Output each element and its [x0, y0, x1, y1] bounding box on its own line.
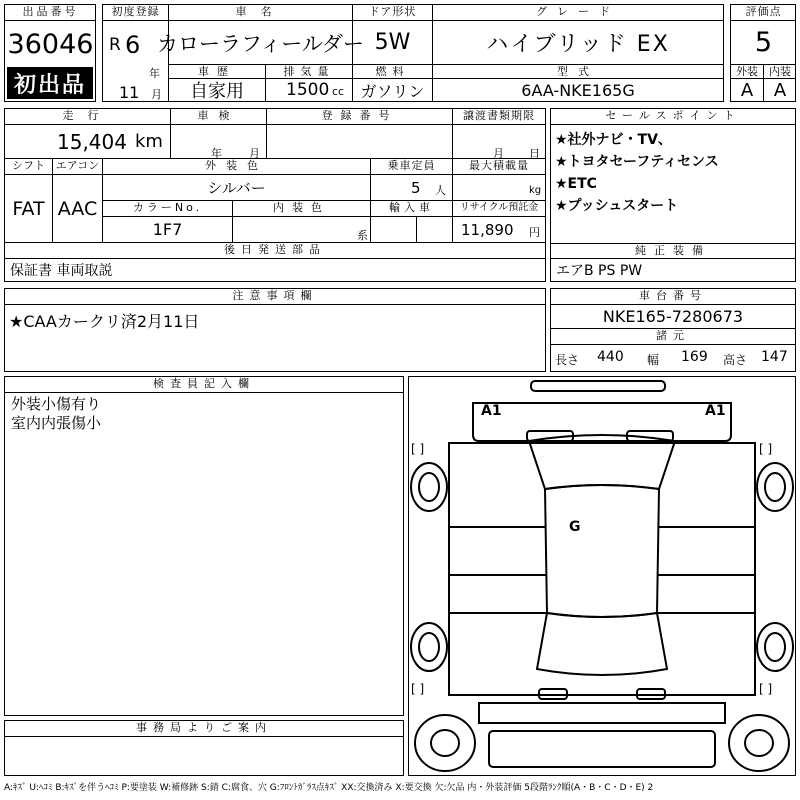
model-code: 6AA-NKE165G	[521, 80, 635, 100]
capacity-unit: 人	[435, 184, 446, 197]
selling-points-label: セールスポイント	[551, 109, 795, 125]
dims-row	[551, 345, 795, 371]
recycle-label: リサイクル預託金	[453, 201, 545, 217]
mileage	[5, 125, 171, 159]
interior-color-unit: 系	[357, 229, 368, 242]
lot-number: 36046	[7, 28, 94, 60]
ac: AAC	[53, 175, 103, 243]
model-name-label: 車名	[169, 5, 353, 21]
car-diagram-block	[408, 376, 796, 776]
exterior-color-label: 外装色	[103, 159, 371, 175]
recycle-fee	[453, 217, 545, 243]
import	[371, 217, 417, 243]
ac-label: エアコン	[53, 159, 103, 175]
import-detail	[417, 217, 453, 243]
transfer-label: 譲渡書類期限	[453, 109, 545, 125]
interior-color-label: 内装色	[233, 201, 371, 217]
reg-month	[103, 83, 169, 101]
equipment-label: 純正装備	[551, 243, 795, 259]
exterior-grade: A	[731, 79, 764, 101]
reg-label: 初度登録	[103, 5, 169, 21]
displacement-label: 排気量	[266, 65, 353, 79]
door-type: 5W	[353, 21, 433, 65]
shift-label: シフト	[5, 159, 53, 175]
model-name: カローラフィールダー	[169, 21, 353, 65]
lot-number-block	[4, 4, 96, 102]
grade-label: グレード	[433, 5, 723, 21]
exterior-grade-label: 外装	[731, 65, 764, 79]
capacity-label: 乗車定員	[371, 159, 453, 175]
displacement	[266, 79, 353, 101]
plate-label: 登録番号	[267, 109, 453, 125]
header-grid	[102, 4, 724, 102]
selling-point: ★トヨタセーフティセンス	[555, 154, 719, 170]
damage-mark-front-left: A1	[481, 403, 502, 419]
chassis-number: NKE165-7280673	[551, 305, 795, 329]
inspector-block	[4, 376, 404, 716]
mileage-unit: km	[135, 131, 163, 152]
fuel-label: 燃料	[353, 65, 433, 79]
inspector-line: 室内内張傷小	[11, 414, 102, 432]
height: 147	[761, 349, 788, 365]
bracket-right-bottom: [ ]	[759, 682, 773, 696]
score-label: 評価点	[731, 5, 796, 21]
chassis-label: 車台番号	[551, 289, 795, 305]
score-block	[730, 4, 796, 102]
reg-era: R	[109, 35, 121, 55]
inspector-notes	[11, 395, 101, 433]
legend: A:ｷｽﾞ U:ﾍｺﾐ B:ｷｽﾞを伴うﾍｺﾐ P:要塗装 W:補修跡 S:錆 C:腐食、穴 G:ﾌﾛﾝﾄｶﾞﾗｽ点ｷｽﾞ XX:交換済み X:要交換 欠:欠品 内・外装評価 5段階ﾗﾝｸ順(A・B・C・D・E) 2	[4, 783, 654, 793]
inspector-line: 外装小傷有り	[11, 395, 102, 413]
reg-month-value: 11	[119, 83, 140, 102]
later-parts-label: 後日発送部品	[5, 243, 545, 259]
exterior-color: シルバー	[103, 175, 371, 201]
car-diagram	[409, 377, 795, 775]
equipment: エアB PS PW	[556, 263, 643, 279]
notes: ★CAAカークリ済2月11日	[9, 312, 200, 331]
displacement-unit: cc	[332, 85, 345, 98]
interior-grade: A	[773, 79, 787, 101]
header-block	[4, 4, 796, 102]
bracket-right-top: [ ]	[759, 442, 773, 456]
inspector-label: 検査員記入欄	[5, 377, 403, 393]
length-label: 長さ	[555, 353, 580, 367]
damage-mark-glass: G	[569, 519, 581, 535]
history-label: 車歴	[169, 65, 266, 79]
capacity-value: 5	[411, 179, 421, 197]
later-parts: 保証書 車両取説	[10, 263, 113, 279]
month-unit: 月	[151, 88, 162, 101]
year-unit: 年	[149, 67, 160, 80]
history: 自家用	[169, 79, 266, 101]
first-listing-badge: 初出品	[7, 67, 93, 99]
selling-points-block	[550, 108, 796, 282]
interior-color	[233, 217, 371, 243]
lot-label: 出品番号	[5, 5, 96, 21]
import-label: 輸入車	[371, 201, 453, 217]
load-unit: kg	[529, 185, 542, 196]
bracket-left-top: [ ]	[411, 442, 425, 456]
dims-label: 諸元	[551, 329, 795, 345]
model-code-label: 型式	[433, 65, 723, 79]
notes-block	[4, 288, 546, 372]
interior-grade-label: 内装	[764, 65, 796, 79]
chassis-block	[550, 288, 796, 372]
office-block	[4, 720, 404, 776]
load-label: 最大積載量	[453, 159, 545, 175]
color-no-label: カラーNo.	[103, 201, 233, 217]
grade: ハイブリッド EX	[433, 21, 723, 65]
transfer-month-unit: 月	[493, 147, 504, 160]
fuel: ガソリン	[353, 79, 433, 101]
mileage-value: 15,404	[57, 130, 127, 154]
inspection	[171, 125, 267, 159]
notes-label: 注意事項欄	[5, 289, 545, 305]
length: 440	[597, 349, 624, 365]
reg-year: 6	[125, 31, 141, 59]
capacity	[371, 175, 453, 201]
inspection-year-unit: 年	[211, 147, 222, 160]
score: 5	[731, 21, 796, 65]
office-label: 事務局よりご案内	[5, 721, 403, 737]
height-label: 高さ	[723, 353, 748, 367]
plate-number	[267, 125, 453, 159]
displacement-value: 1500	[286, 80, 330, 100]
shift: FAT	[5, 175, 53, 243]
max-load	[453, 175, 545, 201]
door-label: ドア形状	[353, 5, 433, 21]
selling-point: ★ETC	[555, 176, 597, 192]
recycle-value: 11,890	[461, 221, 514, 239]
specs-block	[4, 108, 546, 282]
recycle-unit: 円	[529, 226, 540, 239]
inspection-month-unit: 月	[249, 147, 260, 160]
bracket-left-bottom: [ ]	[411, 682, 425, 696]
selling-point: ★社外ナビ・TV、	[555, 132, 672, 148]
inspection-label: 車検	[171, 109, 267, 125]
transfer-deadline	[453, 125, 545, 159]
transfer-day-unit: 日	[529, 147, 540, 160]
color-no: 1F7	[103, 217, 233, 243]
mileage-label: 走行	[5, 109, 171, 125]
damage-mark-front-right: A1	[705, 403, 726, 419]
selling-points-list	[555, 129, 793, 217]
selling-point: ★プッシュスタート	[555, 198, 679, 214]
width-label: 幅	[647, 353, 660, 367]
width: 169	[681, 349, 708, 365]
